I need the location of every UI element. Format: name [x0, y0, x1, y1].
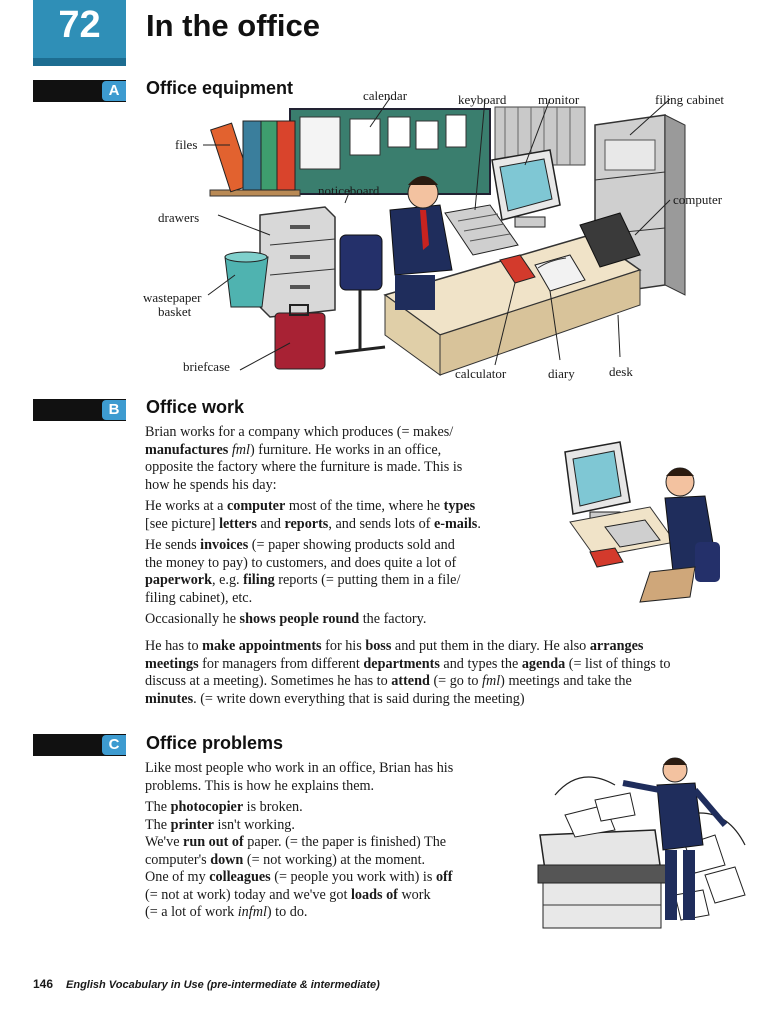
label-desk: desk [609, 364, 633, 379]
briefcase-drawing [275, 305, 325, 369]
section-b-text-bottom [145, 638, 760, 712]
drawers-drawing [260, 207, 335, 317]
section-c-bar [33, 734, 126, 756]
paragraph: The photocopier is broken. The printer isn't working. We've run out of paper. (= the paper is finished) The computer's down (= not working) at the moment. One of my colleagues (= people you work with) is off (= not at work) today and we've got loads of work (= a lot of work infml) to do. [145, 799, 453, 920]
label-filing-cabinet: filing cabinet [655, 92, 724, 107]
label-wastepaper: wastepaper [143, 290, 202, 305]
typing-at-computer-illustration [545, 432, 725, 610]
label-noticeboard: noticeboard [318, 183, 380, 198]
wastepaper-basket-drawing [225, 252, 268, 307]
section-a-letter: A [102, 81, 126, 101]
paragraph: He has to make appointments for his boss and put them in the diary. He also arranges meetings for managers from different departments and types the agenda (= list of things to discuss at a meeting). Sometimes he has to attend (= go to fml) meetings and take the minutes. (= write down everything that is said during the meeting) [145, 638, 671, 707]
section-b-text-top [145, 424, 540, 633]
section-a-title: Office equipment [146, 78, 294, 98]
unit-number: 72 [58, 4, 101, 46]
badge-stripe [33, 58, 126, 66]
unit-number-badge [33, 0, 126, 66]
page-footer [33, 977, 380, 992]
section-c-letter: C [102, 735, 126, 755]
book-title: English Vocabulary in Use (pre-intermediate & intermediate) [66, 979, 380, 991]
paragraph: Occasionally he shows people round the factory. [145, 611, 427, 627]
label-drawers: drawers [158, 210, 200, 225]
section-c-text [145, 760, 540, 926]
paragraph: Like most people who work in an office, Brian has his problems. This is how he explains them. [145, 760, 454, 794]
label-briefcase: briefcase [183, 359, 230, 374]
paragraph: Brian works for a company which produces (= makes/ manufactures fml) furniture. He works in an office, opposite the factory where the furniture is made. This is how he spends his day: [145, 424, 463, 493]
files-drawing [210, 121, 300, 196]
label-basket: basket [158, 304, 192, 319]
broken-photocopier-illustration [535, 755, 760, 935]
label-monitor: monitor [538, 92, 580, 107]
paragraph: He sends invoices (= paper showing products sold and the money to pay) to customers, and does quite a lot of paperwork, e.g. filing reports (= putting them in a file/ filing cabinet), etc. [145, 537, 461, 606]
paragraph: He works at a computer most of the time, where he types [see picture] letters and reports, and sends lots of e-mails. [145, 498, 481, 532]
label-calculator: calculator [455, 366, 507, 381]
section-b-bar [33, 399, 126, 421]
label-files: files [175, 137, 198, 152]
label-diary: diary [548, 366, 575, 381]
chair-drawing [335, 235, 385, 353]
page-number: 146 [33, 977, 54, 991]
section-b-letter: B [102, 400, 126, 420]
section-a-bar [33, 80, 126, 102]
section-c-title: Office problems [146, 733, 284, 753]
section-b-title: Office work [146, 397, 245, 417]
unit-title: In the office [146, 8, 320, 43]
noticeboard-drawing [290, 109, 490, 194]
office-equipment-illustration [140, 85, 760, 385]
label-keyboard: keyboard [458, 92, 507, 107]
label-computer: computer [673, 192, 723, 207]
label-calendar: calendar [363, 88, 408, 103]
